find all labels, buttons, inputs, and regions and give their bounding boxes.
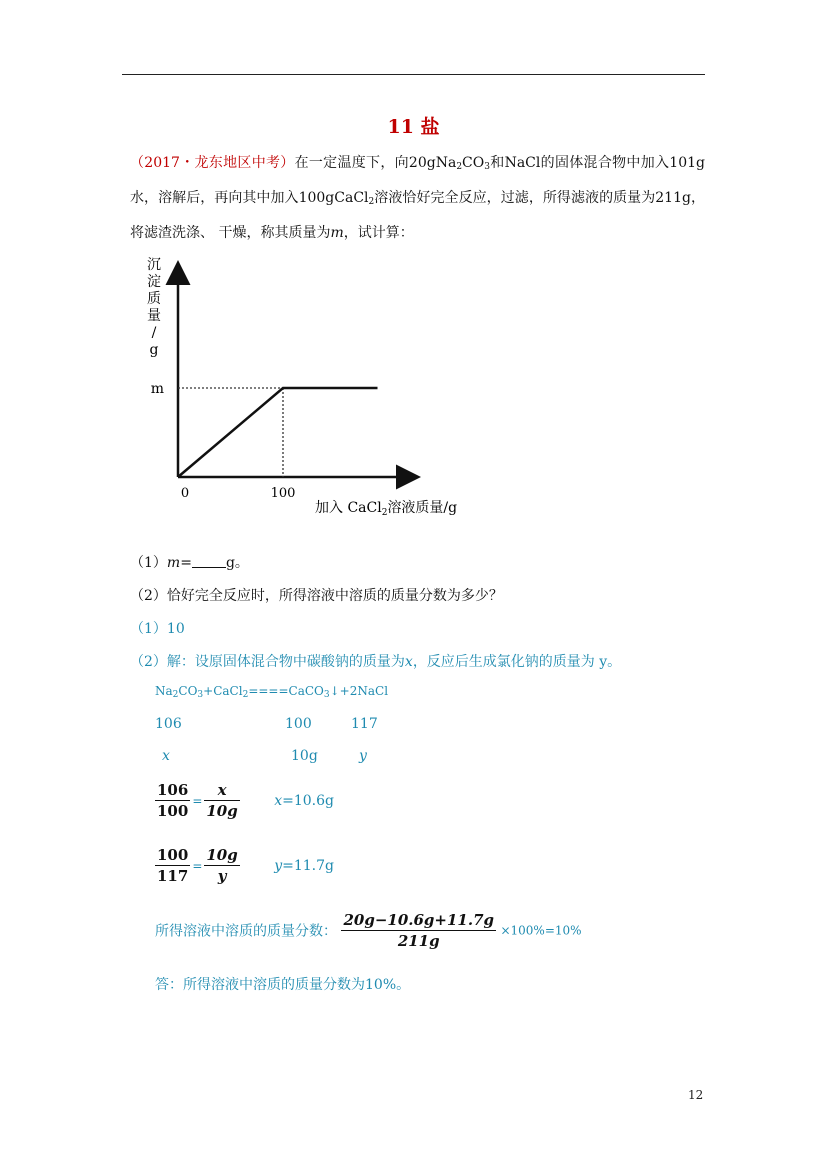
y-axis-label-char: 质 [147, 291, 161, 307]
problem-source: （2017・龙东地区中考） [130, 155, 295, 171]
y-axis-label [147, 257, 161, 358]
y-tick-m: m [150, 381, 164, 397]
molar-mass-100: 100 [285, 716, 312, 732]
ratio-2-right: $\frac{10g}{y}$ [206, 846, 238, 885]
precipitate-chart [130, 255, 490, 525]
y-axis-label-char: g [149, 342, 159, 358]
given-y: y [359, 748, 367, 764]
ratio-1-left: $\frac{106}{100}$ [157, 781, 189, 820]
molar-mass-117: 117 [351, 716, 378, 732]
header-rule [122, 74, 705, 75]
y-axis-label-char: 沉 [147, 257, 161, 273]
page-title: 11 盐 [387, 116, 440, 138]
ratio-2-left: $\frac{100}{117}$ [157, 846, 189, 885]
ratio-2: $\frac{100}{117}$ = $\frac{10g}{y}$ y=11.7g [157, 846, 334, 885]
given-x: x [162, 748, 170, 764]
conclusion: 答：所得溶液中溶质的质量分数为10%。 [155, 977, 411, 993]
question-2: （2）恰好完全反应时，所得溶液中溶质的质量分数为多少？ [130, 588, 503, 604]
problem-statement: （2017・龙东地区中考）在一定温度下，向$20gNa_2CO_3$和NaCl的固体混合物中加入101g水，溶解后，再向其中加入100gCaCl$_2$溶液恰好完全反应，过滤，所得滤液的质量为211g，将滤渣洗涤、 干燥，称其质量为m，试计算： [130, 155, 705, 241]
page-number: 12 [688, 1088, 704, 1102]
question-1: （1）m= g。 [130, 555, 249, 571]
mass-fraction-calc: 所得溶液中溶质的质量分数： $\frac{20g-10.6g+11.7g}{211g}$ ×100%=10% [155, 911, 582, 950]
ratio-1: $\frac{106}{100}$ = $\frac{x}{10g}$ x=10.6g [157, 781, 334, 820]
x-tick-100: 100 [270, 486, 296, 501]
reaction-equation: $Na_2CO_3+CaCl_2====CaCO_3↓+2NaCl$ [155, 684, 389, 700]
y-axis-label-char: / [151, 325, 157, 341]
origin-label: 0 [180, 486, 190, 501]
answer-2-intro: （2）解：设原固体混合物中碳酸钠的质量为x，反应后生成氯化钠的质量为 y。 [130, 654, 622, 670]
answer-1: （1）10 [130, 621, 185, 637]
answer-blank [192, 555, 226, 568]
y-axis-label-char: 量 [147, 308, 161, 324]
x-axis-label: 加入 CaCl$_2$溶液质量/g [315, 500, 458, 518]
precipitate-series-line [178, 388, 378, 477]
mass-fraction: $\frac{20g-10.6g+11.7g}{211g}$ [343, 911, 494, 950]
given-10g: 10g [291, 748, 318, 764]
molar-mass-106: 106 [155, 716, 182, 732]
ratio-1-right: $\frac{x}{10g}$ [206, 781, 238, 820]
y-axis-label-char: 淀 [147, 274, 161, 290]
